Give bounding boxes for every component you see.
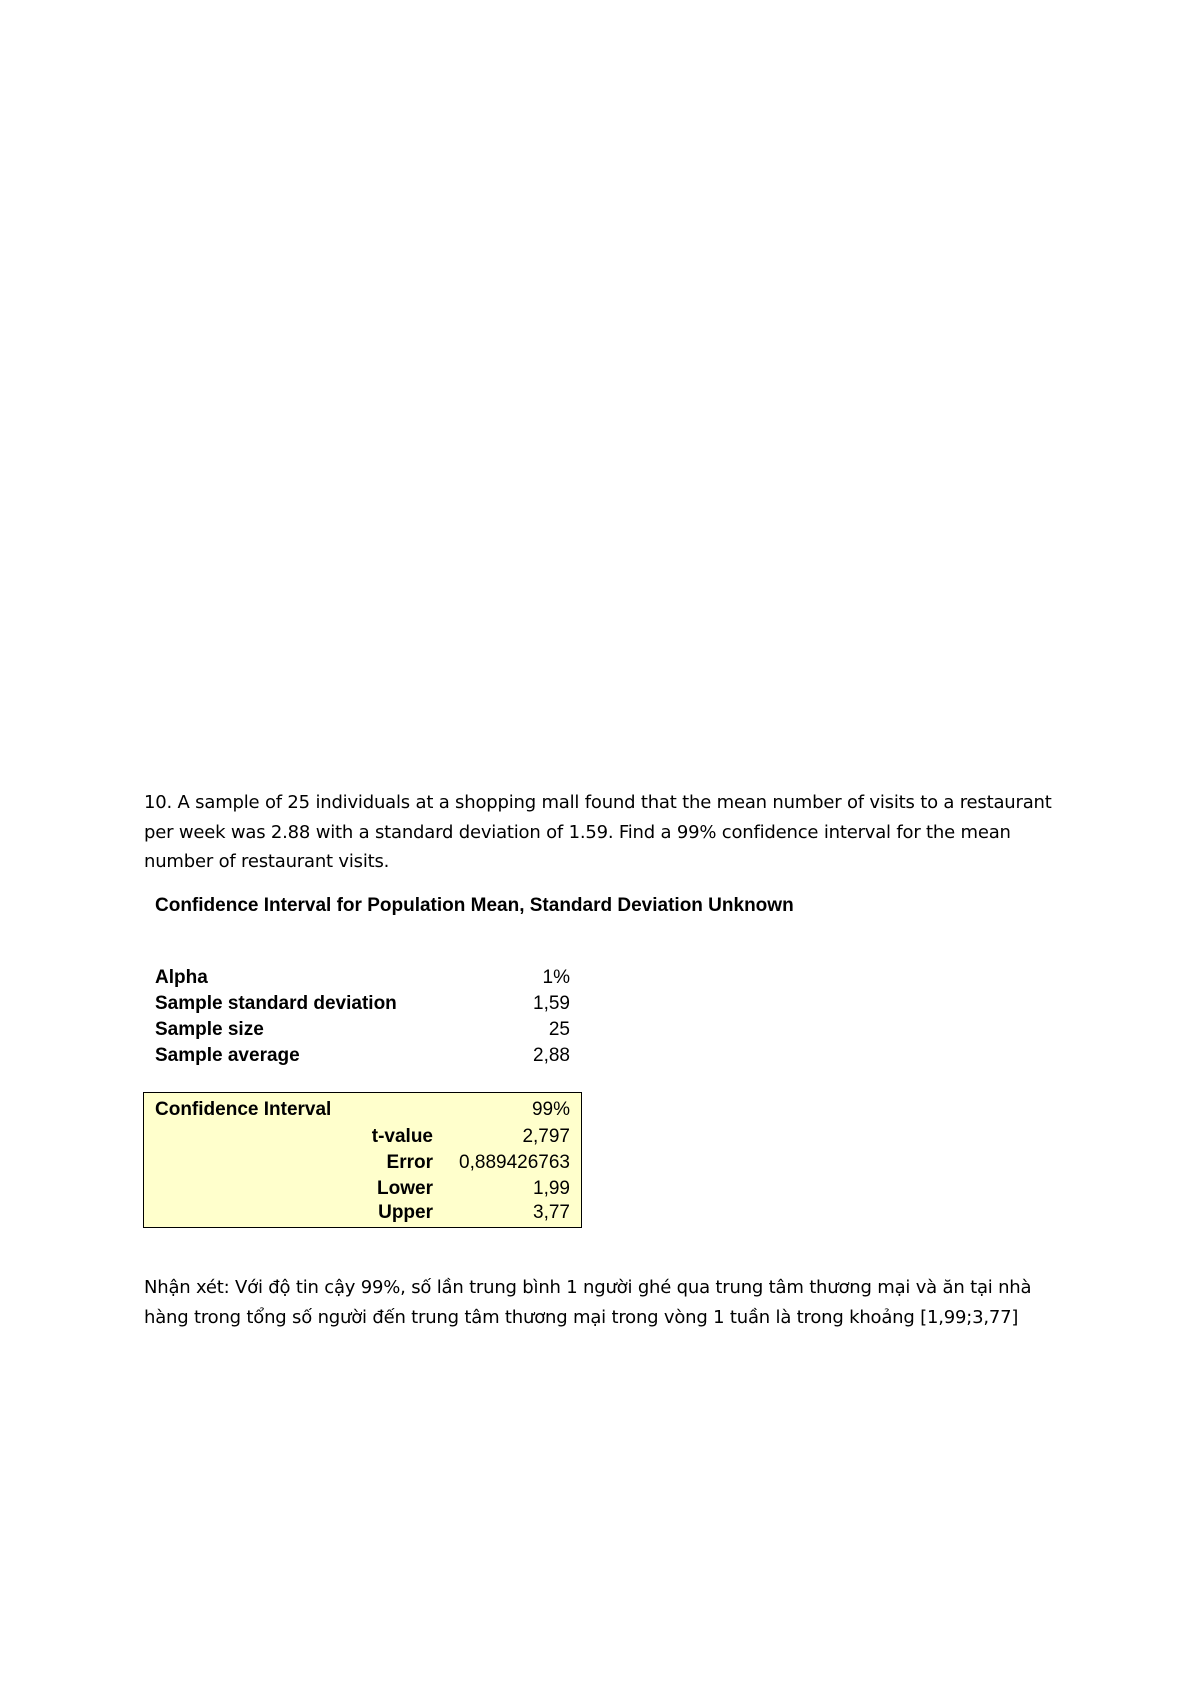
q10-line: number of restaurant visits. <box>144 851 390 872</box>
q10-lower-label: Lower <box>377 1178 433 1199</box>
q10-comment-text-1: Với độ tin cậy 99%, số lần trung bình 1 người ghé qua trung tâm thương mại và ăn tại nhà <box>229 1277 1032 1298</box>
q10-comment-text-2: hàng trong tổng số người đến trung tâm thương mại trong vòng 1 tuần là trong khoảng [1,99;3,77] <box>144 1306 1019 1328</box>
q10-comment-label: Nhận xét: <box>144 1277 230 1298</box>
q10-avg-value: 2,88 <box>533 1045 570 1066</box>
q10-sd-value: 1,59 <box>533 993 570 1014</box>
q10-heading: Confidence Interval for Population Mean, Standard Deviation Unknown <box>155 895 794 916</box>
q10-size-value: 25 <box>548 1019 570 1040</box>
q10-t-value: 2,797 <box>522 1126 570 1147</box>
q10-line: 10. A sample of 25 individuals at a shopping mall found that the mean number of visits to a restaurant <box>144 792 1052 813</box>
q10-alpha-value: 1% <box>542 967 570 988</box>
q10-ci-label: Confidence Interval <box>155 1099 332 1120</box>
q10-comment <box>144 1273 1084 1332</box>
q10-error-label: Error <box>386 1152 433 1173</box>
q10-problem-text <box>144 788 1084 877</box>
q10-error-value: 0,889426763 <box>459 1152 570 1173</box>
q10-ci-value: 99% <box>531 1099 570 1120</box>
q10-line: per week was 2.88 with a standard deviation of 1.59. Find a 99% confidence interval for the mean <box>144 821 1011 843</box>
q10-sd-label: Sample standard deviation <box>155 993 397 1014</box>
q10-alpha-label: Alpha <box>155 967 208 988</box>
q10-confidence-interval-box <box>143 1092 582 1228</box>
q10-upper-value: 3,77 <box>533 1202 570 1223</box>
q10-lower-value: 1,99 <box>533 1178 570 1199</box>
q10-size-label: Sample size <box>155 1019 264 1040</box>
q10-comment-line <box>144 1273 1084 1303</box>
q10-t-label: t-value <box>371 1126 433 1147</box>
q10-upper-label: Upper <box>378 1202 433 1223</box>
q10-avg-label: Sample average <box>155 1045 300 1066</box>
